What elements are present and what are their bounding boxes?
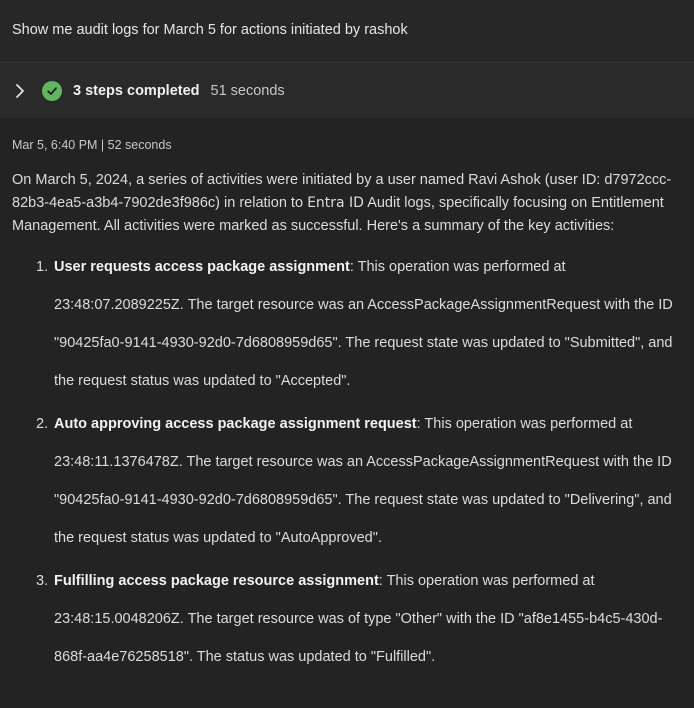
intro-brand: Entra ID bbox=[307, 195, 364, 211]
list-item-body: : This operation was performed at 23:48:07.2089225Z. The target resource was an AccessPackageAssignmentRequest with the ID "90425fa0-9141-4930-92d0-7d6808959d65". The request state was updated to "Submitted", and the request status was updated to "Accepted". bbox=[54, 259, 673, 389]
list-item-number: 2. bbox=[36, 416, 49, 432]
list-item-title: User requests access package assignment bbox=[54, 259, 350, 275]
response-intro bbox=[12, 169, 682, 238]
response-panel bbox=[0, 118, 694, 708]
steps-completed-label: 3 steps completed bbox=[73, 82, 200, 99]
list-item-number: 3. bbox=[36, 573, 49, 589]
prompt-text: Show me audit logs for March 5 for actions initiated by rashok bbox=[12, 22, 408, 38]
list-item-number: 1. bbox=[36, 259, 49, 275]
list-item-title: Fulfilling access package resource assignment bbox=[54, 573, 379, 589]
user-prompt bbox=[0, 0, 694, 62]
list-item-body: : This operation was performed at 23:48:11.1376478Z. The target resource was an AccessPackageAssignmentRequest with the ID "90425fa0-9141-4930-92d0-7d6808959d65". The request state was updated to "Delivering", and the request status was updated to "AutoApproved". bbox=[54, 416, 672, 546]
list-item bbox=[12, 248, 682, 400]
checkmark-circle-icon bbox=[42, 81, 62, 101]
activity-list bbox=[12, 248, 682, 676]
response-timestamp: Mar 5, 6:40 PM | 52 seconds bbox=[12, 138, 172, 152]
steps-summary-bar[interactable] bbox=[0, 62, 694, 118]
list-item-title: Auto approving access package assignment request bbox=[54, 416, 417, 432]
intro-text-start: On March 5, 2024, a series of activities were initiated by a user named Ravi Ashok (user ID: d7972ccc-82b3-4ea5-a3b4-7902de3f986c) in relation to bbox=[12, 172, 672, 211]
chevron-right-icon[interactable] bbox=[12, 83, 28, 99]
intro-text-end: Audit logs, specifically focusing on Entitlement Management. All activities were marked as successful. Here's a summary of the key activities: bbox=[12, 195, 664, 234]
list-item bbox=[12, 562, 682, 676]
list-item bbox=[12, 405, 682, 557]
steps-duration: 51 seconds bbox=[210, 82, 285, 99]
list-item-body: : This operation was performed at 23:48:15.0048206Z. The target resource was of type "Other" with the ID "af8e1455-b4c5-430d-868f-aa4e76258518". The status was updated to "Fulfilled". bbox=[54, 573, 663, 665]
